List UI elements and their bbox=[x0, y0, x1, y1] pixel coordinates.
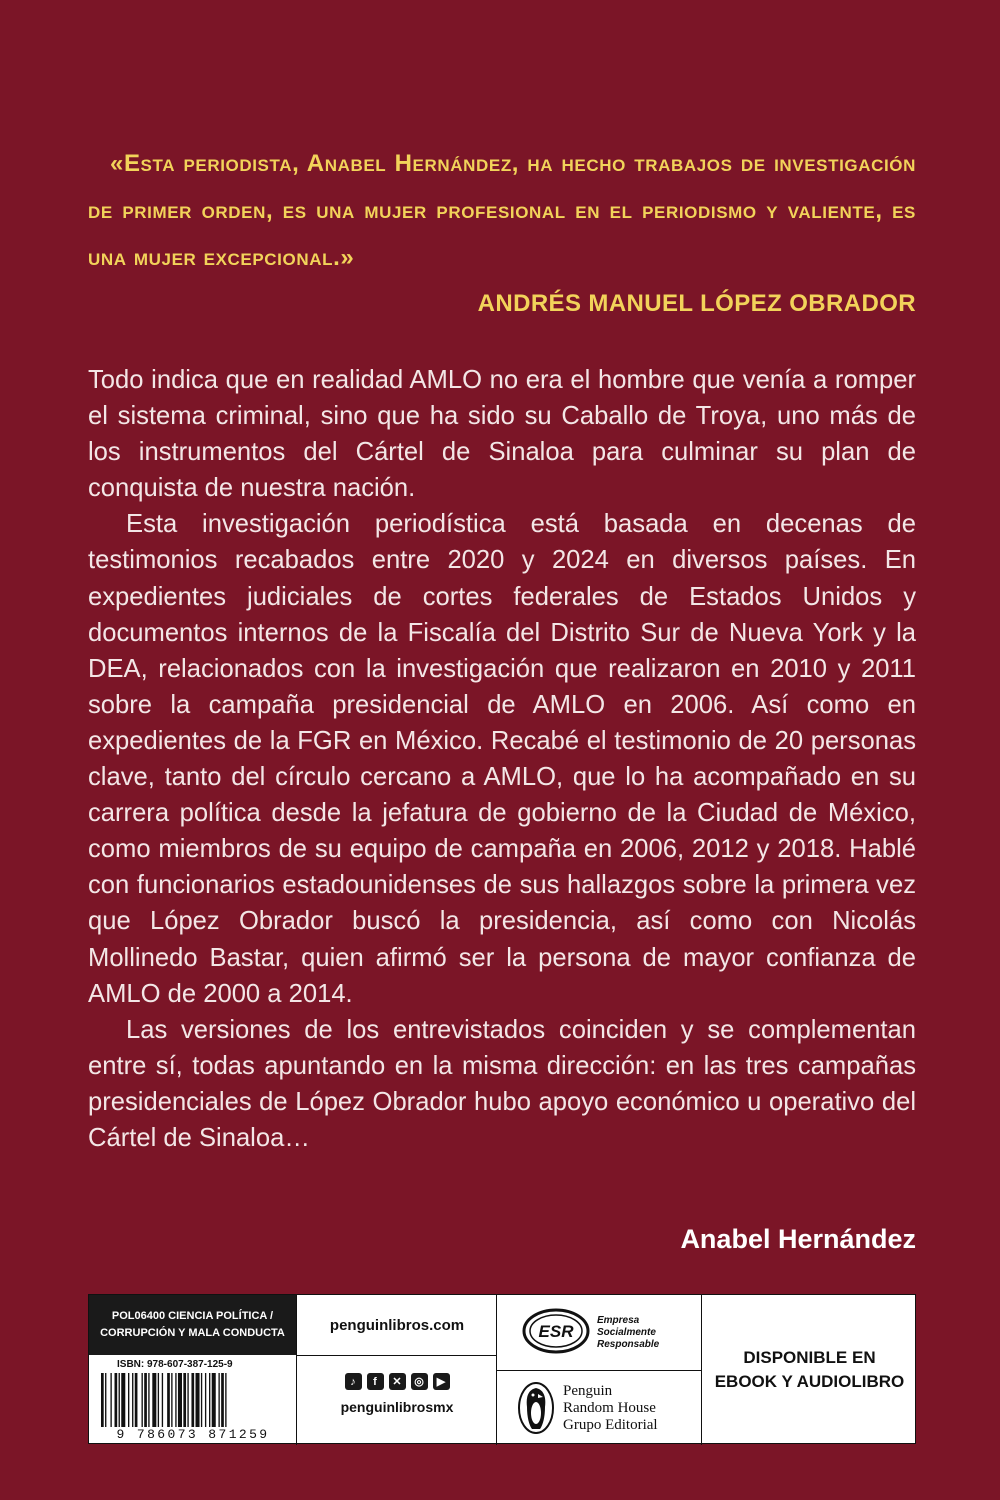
website-link[interactable]: penguinlibros.com bbox=[297, 1295, 497, 1356]
social-handle[interactable]: penguinlibrosmx bbox=[340, 1399, 454, 1415]
esr-logo-icon bbox=[521, 1307, 591, 1355]
esr-line-2: Socialmente bbox=[597, 1327, 656, 1338]
back-cover-info-panel bbox=[88, 1294, 916, 1444]
barcode-bar bbox=[162, 1373, 163, 1427]
barcode-bar bbox=[183, 1373, 186, 1427]
publisher-name bbox=[563, 1383, 658, 1434]
esr-text bbox=[597, 1315, 659, 1351]
barcode-bar bbox=[171, 1373, 172, 1427]
category-box bbox=[89, 1295, 296, 1355]
blurb-quote: «Esta periodista, Anabel Hernández, ha hecho trabajos de investigación de primer orden, es una mujer profesional en el periodismo y valiente, es una mujer excepcional.» bbox=[88, 150, 916, 271]
author-signature: Anabel Hernández bbox=[680, 1224, 916, 1254]
barcode-bar bbox=[178, 1373, 182, 1427]
synopsis-paragraph-2: Esta investigación periodística está basada en decenas de testimonios recabados entre 2020 y 2024 en diversos países. En expedientes judiciales de cortes federales de Estados Unidos y documentos internos de la Fiscalía del Distrito Sur de Nueva York y la DEA, relacionados con la investigación que realizaron en 2010 y 2011 sobre la campaña presidencial de AMLO en 2006. Así como en expedientes de la FGR en México. Recabé el testimonio de 20 personas clave, tanto del círculo cercano a AMLO, que lo ha acompañado en su carrera política desde la jefatura de gobierno de la Ciudad de México, como miembros de su equipo de campaña en 2006, 2012 y 2018. Hablé con funcionarios estadounidenses de sus hallazgos sobre la primera vez que López Obrador buscó la presidencia, así como con Nicolás Mollinedo Bastar, quien afirmó ser la persona de mayor confianza de AMLO de 2000 a 2014. bbox=[88, 510, 916, 1008]
youtube-icon[interactable]: ▶ bbox=[433, 1373, 450, 1390]
isbn-cell bbox=[89, 1295, 297, 1445]
isbn-label: ISBN: 978-607-387-125-9 bbox=[117, 1359, 233, 1370]
facebook-icon[interactable]: f bbox=[367, 1373, 384, 1390]
tiktok-icon[interactable]: ♪ bbox=[345, 1373, 362, 1390]
barcode-bar bbox=[196, 1373, 200, 1427]
synopsis-paragraph-3: Las versiones de los entrevistados coinciden y se complementan entre sí, todas apuntando en la misma dirección: en las tres campañas presidenciales de López Obrador hubo apoyo económico u operativo del Cártel de Sinaloa… bbox=[88, 1015, 916, 1152]
availability-line-2: EBOOK Y AUDIOLIBRO bbox=[714, 1372, 905, 1391]
barcode-bar bbox=[101, 1373, 104, 1427]
barcode-bar bbox=[119, 1373, 120, 1427]
synopsis-paragraph-1: Todo indica que en realidad AMLO no era el hombre que venía a romper el sistema criminal, sino que ha sido su Caballo de Troya, uno más de los instrumentos del Cártel de Sinaloa para culminar su plan de conquista de nuestra nación. bbox=[88, 366, 916, 503]
social-icons bbox=[297, 1373, 497, 1390]
barcode-bar bbox=[128, 1373, 129, 1427]
blurb-quote-author: ANDRÉS MANUEL LÓPEZ OBRADOR bbox=[477, 290, 916, 317]
barcode-bar bbox=[148, 1373, 149, 1427]
synopsis bbox=[88, 362, 916, 1156]
barcode-bar bbox=[221, 1373, 224, 1427]
availability-text bbox=[702, 1295, 917, 1445]
barcode-bar bbox=[135, 1373, 138, 1427]
category-line-2: CORRUPCIÓN Y MALA CONDUCTA bbox=[100, 1327, 285, 1339]
barcode-bar bbox=[142, 1373, 143, 1427]
barcode-icon bbox=[99, 1373, 287, 1427]
barcode-bar bbox=[121, 1373, 125, 1427]
barcode-bar bbox=[144, 1373, 147, 1427]
barcode-bar bbox=[209, 1373, 210, 1427]
publisher-line-3: Grupo Editorial bbox=[563, 1417, 658, 1433]
web-cell bbox=[297, 1295, 497, 1445]
barcode-number: 9 786073 871259 bbox=[116, 1427, 270, 1442]
publisher-cell bbox=[497, 1295, 702, 1445]
esr-mark: ESR bbox=[538, 1322, 574, 1341]
publisher-line-1: Penguin bbox=[563, 1383, 613, 1399]
barcode-bar bbox=[218, 1373, 219, 1427]
barcode-bar bbox=[115, 1373, 118, 1427]
barcode-bar bbox=[105, 1373, 106, 1427]
barcode-bar bbox=[152, 1373, 156, 1427]
barcode-bar bbox=[191, 1373, 194, 1427]
barcode-bar bbox=[205, 1373, 206, 1427]
availability-line-1: DISPONIBLE EN bbox=[743, 1348, 876, 1367]
barcode-bar bbox=[187, 1373, 188, 1427]
barcode-bar bbox=[225, 1373, 226, 1427]
category-line-1: POL06400 CIENCIA POLÍTICA / bbox=[111, 1310, 274, 1322]
barcode-bar bbox=[201, 1373, 202, 1427]
barcode-bar bbox=[175, 1373, 176, 1427]
x-icon[interactable]: ✕ bbox=[389, 1373, 406, 1390]
barcode-bar bbox=[132, 1373, 133, 1427]
barcode-bar bbox=[110, 1373, 111, 1427]
publisher-line-2: Random House bbox=[563, 1400, 656, 1416]
instagram-icon[interactable]: ◎ bbox=[411, 1373, 428, 1390]
barcode-bar bbox=[158, 1373, 159, 1427]
barcode-bar bbox=[212, 1373, 216, 1427]
esr-area bbox=[497, 1295, 702, 1371]
availability-cell bbox=[702, 1295, 917, 1445]
barcode-bar bbox=[167, 1373, 170, 1427]
esr-line-3: Responsable bbox=[597, 1339, 660, 1350]
esr-line-1: Empresa bbox=[597, 1315, 640, 1326]
penguin-logo-icon bbox=[517, 1381, 555, 1435]
